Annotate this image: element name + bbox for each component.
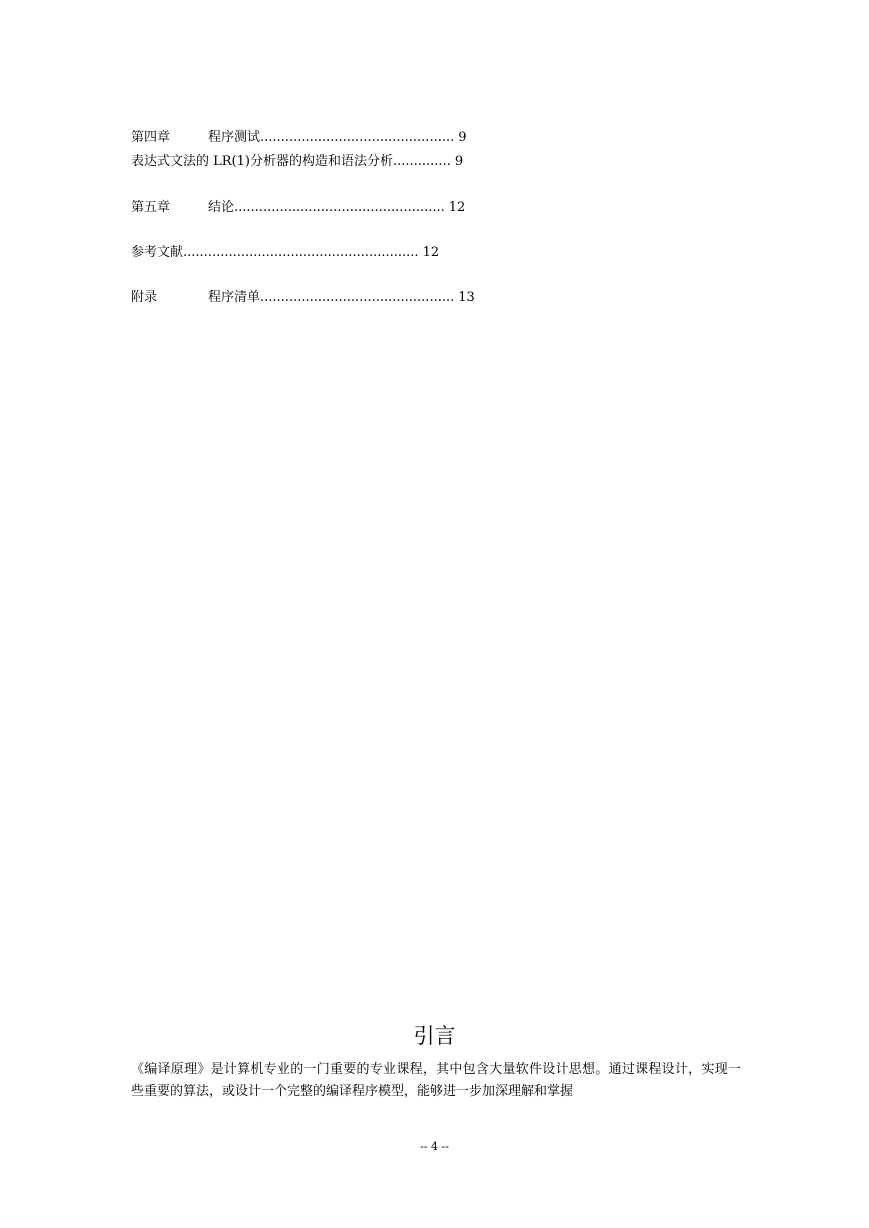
page-number-footer: -- 4 -- bbox=[420, 1140, 449, 1153]
toc-entry-page-number: 12 bbox=[448, 200, 466, 215]
toc-entry-title: 程序测试 bbox=[208, 130, 261, 145]
toc-entry-leader-dots: .............. bbox=[392, 154, 451, 169]
toc-entry-references bbox=[131, 245, 439, 261]
toc-entry-leader-dots: ............................................... bbox=[260, 130, 455, 145]
toc-entry-chapter-label: 附录 bbox=[131, 290, 158, 305]
toc-entry-title: 参考文献 bbox=[131, 245, 184, 260]
toc-entry-title: 结论 bbox=[208, 200, 235, 215]
introduction-heading: 引言 bbox=[413, 1024, 456, 1048]
toc-entry-leader-dots: ................................................... bbox=[234, 200, 445, 215]
toc-entry-page-number: 9 bbox=[454, 154, 464, 169]
toc-entry-page-number: 12 bbox=[422, 245, 440, 260]
toc-entry-appendix bbox=[131, 290, 475, 306]
toc-entry-title: 程序清单 bbox=[208, 290, 261, 305]
toc-entry-page-number: 13 bbox=[458, 290, 475, 305]
toc-entry-chapter4 bbox=[131, 130, 467, 146]
toc-entry-subsection bbox=[131, 154, 463, 170]
introduction-paragraph: 《编译原理》是计算机专业的一门重要的专业课程，其中包含大量软件设计思想。通过课程设计，实现一些重要的算法，或设计一个完整的编译程序模型，能够进一步加深理解和掌握 bbox=[131, 1062, 741, 1099]
toc-entry-page-number: 9 bbox=[458, 130, 467, 145]
toc-entry-title: 表达式文法的 LR(1)分析器的构造和语法分析 bbox=[131, 154, 393, 169]
toc-entry-chapter5 bbox=[131, 200, 465, 216]
toc-entry-chapter-label: 第四章 bbox=[131, 130, 171, 145]
toc-entry-leader-dots: ............................................... bbox=[260, 290, 455, 305]
toc-entry-leader-dots: ......................................................... bbox=[183, 245, 419, 260]
toc-entry-chapter-label: 第五章 bbox=[131, 200, 171, 215]
